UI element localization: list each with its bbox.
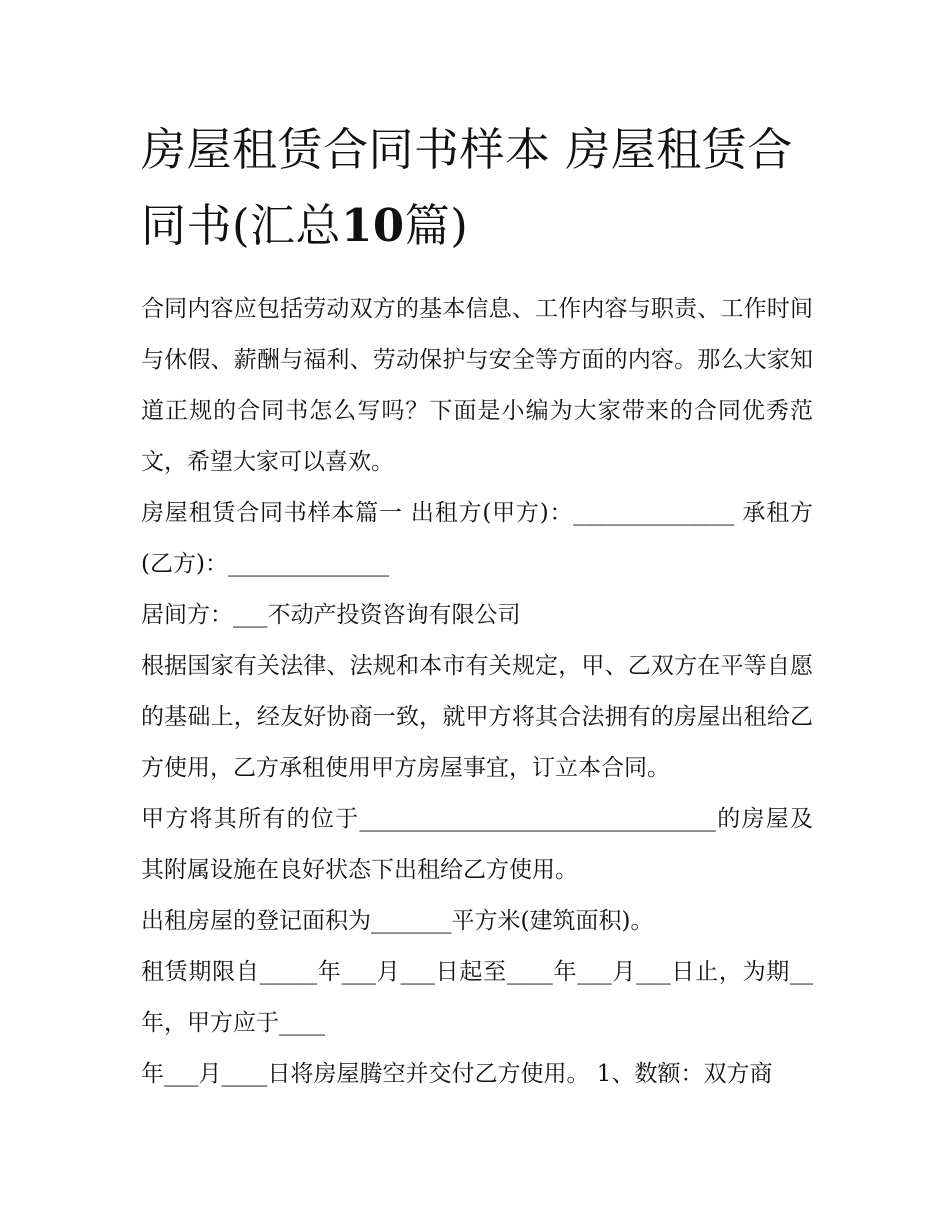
paragraph-area: 出租房屋的登记面积为_______平方米(建筑面积)。	[141, 908, 654, 934]
paragraph-delivery: 年___月____日将房屋腾空并交付乙方使用。 1、数额：双方商	[141, 1061, 773, 1087]
document-page	[141, 112, 813, 1100]
paragraph-intermediary: 居间方：___不动产投资咨询有限公司	[141, 602, 521, 628]
document-body	[141, 284, 813, 1100]
document-title: 房屋租赁合同书样本 房屋租赁合同书(汇总10篇)	[141, 123, 793, 252]
paragraph-term: 租赁期限自_____年___月___日起至____年___月___日止，为期__年，甲方应于____	[141, 959, 813, 1036]
paragraph-basis: 根据国家有关法律、法规和本市有关规定，甲、乙双方在平等自愿的基础上，经友好协商一致，就甲方将其合法拥有的房屋出租给乙方使用，乙方承租使用甲方房屋事宜，订立本合同。	[141, 653, 813, 781]
paragraph-intro: 合同内容应包括劳动双方的基本信息、工作内容与职责、工作时间与休假、薪酬与福利、劳动保护与安全等方面的内容。那么大家知道正规的合同书怎么写吗？下面是小编为大家带来的合同优秀范文，希望大家可以喜欢。	[141, 296, 813, 475]
paragraph-parties: 房屋租赁合同书样本篇一 出租方(甲方)：______________ 承租方(乙方)：______________	[141, 500, 813, 577]
paragraph-location: 甲方将其所有的位于_______________________________的房屋及其附属设施在良好状态下出租给乙方使用。	[141, 806, 813, 883]
